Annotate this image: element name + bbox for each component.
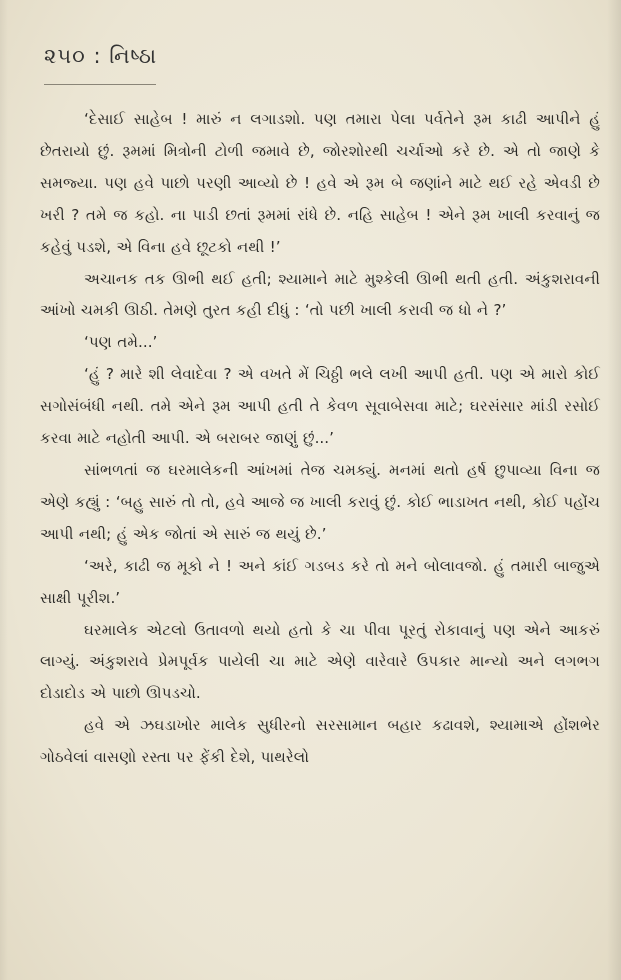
paragraph-landlord-complaint: ‘દેસાઈ સાહેબ ! મારું ન લગાડશો. પણ તમારા પેલા પર્વતેને રૂમ કાઢી આપીને હું છેતરાયો છું. રૂમમાં મિત્રોની ટોળી જમાવે છે, જોરશોરથી ચર્ચાઓ કરે છે. એ તો જાણે કે સમજ્યા. પણ હવે પાછો પરણી આવ્યો છે ! હવે એ રૂમ બે જણાંને માટે થઈ રહે એવડી છે ખરી ? તમે જ કહો. ના પાડી છતાં રૂમમાં રાંધે છે. નહિ સાહેબ ! એને રૂમ ખાલી કરવાનું જ કહેવું પડશે, એ વિના હવે છૂટકો નથી !’ (40, 110, 600, 256)
page-body (40, 104, 600, 774)
paragraph-but-you: ‘પણ તમે...’ (84, 333, 158, 352)
paragraph-consequences: હવે એ ઝઘડાખોર માલેક સુધીરનો સરસામાન બહાર કઢાવશે, શ્યામાએ હોંશભેર ગોઠવેલાં વાસણો રસ્તા પર ફેંકી દેશે, પાથરેલો (40, 716, 600, 767)
paragraph-landlord-joy: સાંભળતાં જ ઘરમાલેકની આંખમાં તેજ ચમક્યું. મનમાં થતો હર્ષ છુપાવ્યા વિના જ એણે કહ્યું : ‘બહુ સારું તો તો, હવે આજે જ ખાલી કરાવું છું. કોઈ ભાડાખત નથી, કોઈ પહોંચ આપી નથી; હું એક જોતાં એ સારું જ થયું છે.’ (40, 460, 600, 543)
page-header: ૨૫૦ : નિષ્ઠા (44, 44, 158, 68)
paragraph-throw-out: ‘અરે, કાઢી જ મૂકો ને ! અને કાંઈ ગડબડ કરે તો મને બોલાવજો. હું તમારી બાજુએ સાક્ષી પૂરીશ.’ (40, 556, 600, 607)
page-edge-shadow (607, 0, 621, 980)
paragraph-no-relation: ‘હું ? મારે શી લેવાદેવા ? એ વખતે મેં ચિઠ્ઠી ભલે લખી આપી હતી. પણ એ મારો કોઈ સગોસંબંધી નથી. તમે એને રૂમ આપી હતી તે કેવળ સૂવાબેસવા માટે; ઘરસંસાર માંડી રસોઈ કરવા માટે નહોતી આપી. એ બરાબર જાણું છું...’ (40, 365, 600, 448)
page-gutter-shadow (0, 0, 8, 980)
paragraph-hasty-exit: ઘરમાલેક એટલો ઉતાવળો થયો હતો કે ચા પીવા પૂરતું રોકાવાનું પણ એને આકરું લાગ્યું. અંકુશરાવે પ્રેમપૂર્વક પાયેલી ચા માટે એણે વારેવારે ઉપકાર માન્યો અને લગભગ દોડાદોડ એ પાછો ઊપડચો. (40, 620, 600, 703)
header-underline (44, 84, 156, 85)
paragraph-opportunity: અચાનક તક ઊભી થઈ હતી; શ્યામાને માટે મુશ્કેલી ઊભી થતી હતી. અંકુશરાવની આંખો ચમકી ઊઠી. તેમણે તુરત કહી દીધું : ‘તો પછી ખાલી કરાવી જ ધો ને ?’ (40, 269, 600, 320)
